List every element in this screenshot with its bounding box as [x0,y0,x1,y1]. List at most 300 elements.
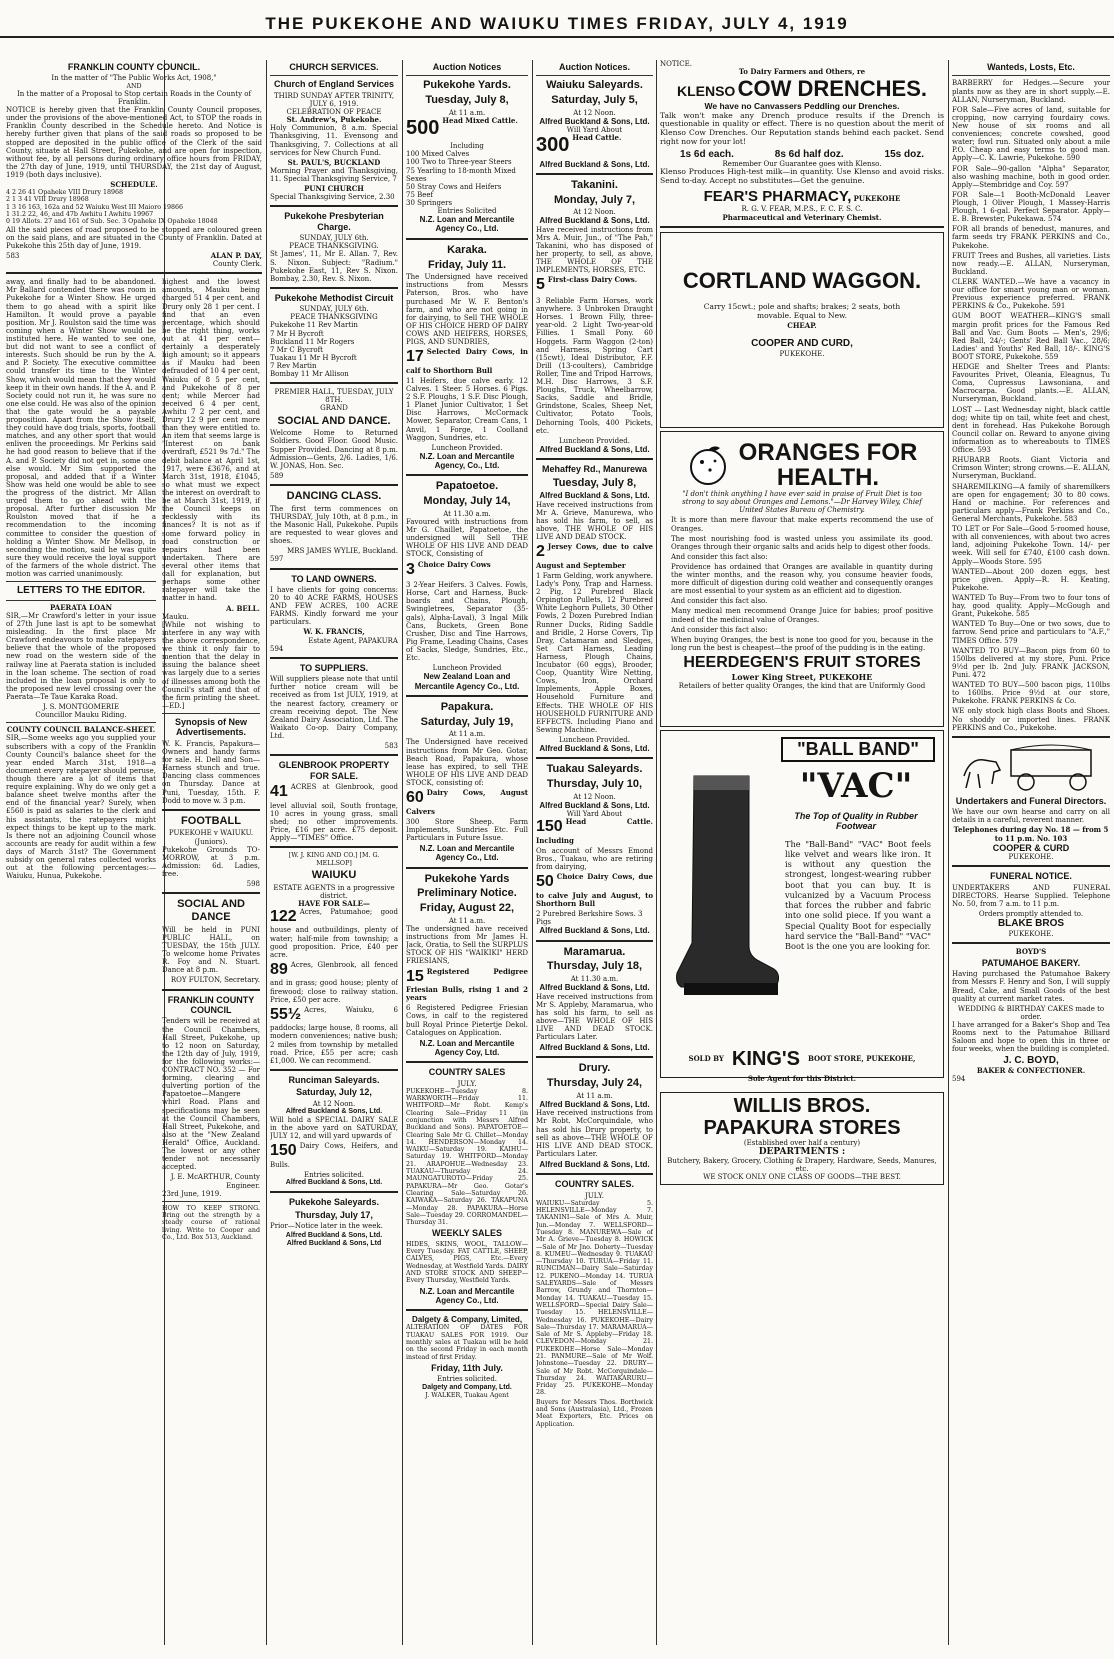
fears-names: R. G. V. FEAR, M.P.S., F. C. F. S. C. [741,205,863,214]
runciman-firm2: Alfred Buckland & Sons, Ltd. [285,1179,383,1187]
methodist-row: 7 Mr C Bycroft [270,345,323,354]
divider [406,867,528,869]
methodist-peace: PEACE THANKSGIVING [290,313,378,322]
oranges-list [663,516,941,652]
classified-ad: RHUBARB Roots. Giant Victoria and Crimson Winter; strong crowns.—E. ALLAN, Nurseryman, Buckland. [952,456,1110,481]
classified-ad: FOR Sale—90-gallon "Alpha" Separator, also washing machine, both in good order. Apply—Stembridge and Coy. 597 [952,164,1110,189]
divider [270,205,398,207]
runciman-time: At 12 Noon. [312,1099,356,1108]
papatoetoe-items: 3 2-Year Heifers. 3 Calves. Fowls, Horse, Cart and Harness, Buck-boards and Chains, Plough, Swingletrees, Separator (35-gals), Alpha-Laval), 3 Ingal Milk Cans, Buckets, Green Bone Crusher, Disc and Tine Harrows, Pig Frame, Leading Chains, Cases of Sacks, Sledge, Sundries, Etc., Etc. [406,581,528,663]
divider [536,458,653,460]
takanini-time: At 12 Noon. [573,208,616,217]
karaka-lot: Selected Dairy Cows, in calf to Shorthorn Bull [406,347,528,375]
vac-subtitle: The Top of Quality in Rubber Footwear [794,810,918,832]
cooper-town: PUKEKOHE. [779,349,825,358]
divider [6,600,156,601]
nzl-firm: N.Z. Loan and Mercantile Agency Co., Ltd. [419,1286,515,1305]
notice-heading: NOTICE. [660,60,692,68]
runciman-num: 150 [270,1142,297,1160]
patumahoe-heading: PATUMAHOE BAKERY. [981,957,1081,968]
lot-body: Acres, Glenbrook, all fenced and in grass; good house; plenty of firewood; close to railway station. Price, £50 per acre. [270,960,398,1004]
sold-by: SOLD BY [688,1054,724,1064]
landowners-body: I have clients for going concerns: 20 to 40 ACRE FARMS, HOUSES AND FEW ACRES, 100 ACRE FARMS. Kindly forward me your particulars. [270,585,398,627]
pyards-heading: Pukekohe Saleyards. [288,1197,380,1208]
dalgety-entries: Entries solicited. [436,1375,498,1384]
telephones: Telephones during day No. 18 — from 5 to 11 p.m. No. 103 [953,825,1109,843]
franklin-tender-body: Tenders will be received at the Council Chambers, Hall Street, Pukekohe, up to 12 noon on Saturday, the 12th day of July, 1919, for the following works:—CONTRACT NO. 352 — For forming, clearing and culverting portion of the Papatoetoe—Mangere whirl Road. Plans and specifications may be seen at the Council Chambers, Hall Street, Pukekohe, and also at the "New Zealand Herald" Office, Auckland. The lowest or any other tender not necessarily accepted. [162,1017,260,1172]
schedule-row: 4 2 26 41 Opaheke VIII Drury 18968 [6,189,124,197]
divider [162,892,260,894]
council-heading: FRANKLIN COUNTY COUNCIL. [67,62,201,72]
methodist-row: Pukekohe 11 Rev Martin [270,321,358,330]
cooper-curd: COOPER & CURD [992,842,1070,853]
yards-incl: Including [450,142,484,151]
schedule-row: 1 31.2 22, 46, and 47b Awhitu I Awhitu 19967 [6,211,154,219]
dancing-sign: MRS JAMES WYLIE, Buckland. [287,547,398,556]
kings-sub: BOOT STORE, PUKEKOHE, [808,1054,916,1064]
buckland-firm: Alfred Buckland & Sons, Ltd. [539,983,650,993]
takanini-date: Monday, July 7, [553,193,636,206]
heerdegen-heading: HEERDEGEN'S FRUIT STORES [683,654,921,672]
oranges-item: And consider this fact also: [671,625,768,634]
karaka-items: 11 Heifers, due calve early. 12 Calves. 1 Steer. 5 Horses. 6 Pigs. 2 S.F. Ploughs, 1 S.F. Disc Plough, 1 Planet Junior Cultivator, 1 Set Disc Harrows, McCormack Mower, Separator, Cream Cans, 1 Anvil, 1 Forge, 1 Coolland Waggon, Sundries, etc. [406,376,528,442]
cortland-cheap: CHEAP. [787,321,817,331]
mehaffey-date: Tuesday, July 8, [552,476,637,489]
tuakau-time: At 12 Noon. [573,792,616,801]
suppliers-ref: 583 [384,742,398,751]
classified-ad: WANTED TO BUY—Bacon pigs from 60 to 150lbs delivered at my store, Puni. Price 9½d per lb. 2nd July. FRANK JACKSON, Puni. 472 [952,646,1110,679]
divider [162,713,260,714]
buyers-note: Buyers for Messrs Thos. Borthwick and Sons (Australasia), Ltd., Frozen Meat Exporters, Etc. Prices on Application. [536,1398,653,1428]
karaka-num: 17 [406,348,424,366]
dalgety-firm: Dalgety and Company, Ltd. [422,1383,512,1391]
pyards-date: Thursday, July 17, [295,1209,373,1220]
editor-note: [While not wishing to interfere in any way with the above correspondence, we think it only fair to mention that the delay in issuing the balance sheet was largely due to a series of illnesses among both the Council's staff and that of the firm printing the sheet.—ED.] [162,620,260,710]
lot-num: 122 [270,907,297,925]
social-heading: SOCIAL AND DANCE [177,898,245,923]
divider [270,568,398,570]
column-auctions-buckland [536,60,653,1645]
presby-date: SUNDAY, JULY 6th. [299,234,369,243]
runciman-date: Saturday, July 12, [296,1087,372,1098]
dalgety-next: Friday, 11th July. [431,1362,503,1373]
waiuku-agents: [W. J. KING AND CO.] [M. G. MELLSOP] [288,852,380,867]
methodist-row: Tuakau 11 Mr H Bycroft [270,353,357,362]
classified-ad: SHAREMILKING—A family of sharemilkers are open for engagement; 30 to 80 cows. Hand or machine. For references and particulars apply—Frank Perkins and Co., General Merchants, Pukekohe. 583 [952,482,1110,524]
price-doz: 15s doz. [884,148,924,160]
karaka-date: Friday, July 11. [427,258,507,271]
yards-time: At 11 a.m. [448,108,486,117]
peace-line: CELEBRATION OF PEACE [286,108,382,117]
column-rule [402,60,403,1645]
boyds-heading: BOYD'S [1015,946,1047,956]
methodist-heading: Pukekohe Methodist Circuit [274,292,394,303]
synopsis-heading: Synopsis of New Advertisements. [174,716,247,738]
england-sub: THIRD SUNDAY AFTER TRINITY, JULY 6, 1919. [273,91,395,108]
drury-date: Thursday, July 24, [546,1077,643,1090]
yards-item: 100 Mixed Calves [406,150,470,159]
kings-store: KING'S [731,1047,801,1070]
karaka-lunch: Luncheon Provided. [431,443,503,452]
divider [270,484,398,486]
divider [270,1191,398,1193]
football-ref: 598 [246,880,260,889]
vac-title: "VAC" [799,765,913,806]
waiuku-time: At 12 Noon. [573,108,616,117]
pyards-firm2: Alfred Buckland & Sons, Ltd [286,1240,382,1248]
divider [406,1309,528,1311]
drury-time: At 11 a.m. [576,1091,613,1100]
sole-agent: Sole Agent for this District. [747,1073,857,1083]
glenbrook-num: 41 [270,783,288,801]
waiuku-lot: Head Cattle. [572,133,622,143]
prelim-items: 6 Registered Pedigree Friesian Cows, in calf to the registered bull Royal Prince Pietertje Dekol. Catalogues on Application. [406,1004,528,1037]
premier-line: PREMIER HALL, TUESDAY, JULY 8TH. [274,388,394,405]
dancing-body: The first term commences on THURSDAY, July 10th, at 8 p.m., in the Masonic Hall, Pukekohe. Pupils are requested to wear gloves and shoes. [270,504,398,546]
runciman-lot: Dairy Cows, Heifers, and Bulls. [270,1142,398,1169]
schedule-note: All the said pieces of road proposed to be stopped are coloured green on the said plans, and are situated in the County of Franklin. Dated at Pukekohe this 25th day of June, 1919. [6,225,262,250]
divider [6,581,156,582]
classified-ad: WANTED TO BUY—500 bacon pigs, 110lbs to 160lbs. Price 9½d at our store, Pukekohe. FRANK PERKINS & Co. [952,681,1110,706]
papatoetoe-lot: Choice Dairy Cows [417,559,491,569]
waiuku-body: Will Yard About [566,126,623,135]
country-heading: COUNTRY SALES. [554,1179,634,1190]
takanini-lunch: Luncheon Provided. [559,436,630,445]
yards-item: 50 Stray Cows and Heifers [406,182,502,191]
oranges-heading: ORANGES FOR HEALTH. [738,438,918,491]
waiuku-heading: WAIUKU [311,868,357,881]
classified-ad: GUM BOOT WEATHER—KING'S small margin profit prices for the Famous Red Ball and Vac. Gum Boots — Men's, 29/6; Red Ball, 24/-; Gents' Red Ball Vac., 28/6; Ladies' and Youths' Red Ball, 18/-. KING'S BOOT STORE, Pukekohe. 559 [952,312,1110,361]
weekly-heading: WEEKLY SALES [431,1228,503,1239]
classified-ad: FOR all brands of benedust, manures, and farm seeds try FRANK PERKINS and Co., Pukekohe. [952,225,1110,250]
paerata-heading: PAERATA LOAN [50,602,112,612]
column-church [270,60,398,1645]
yards-date: Tuesday, July 8, [425,94,509,107]
waiuku-heading: Waiuku Saleyards. [546,79,643,92]
football-body: Pukekohe Grounds TO-MORROW, at 3 p.m. Admission: 6d. Ladies, free. [162,845,260,879]
letters-heading: LETTERS TO THE EDITOR. [17,585,145,597]
papakura-time: At 11 a.m. [448,730,486,739]
divider [536,757,653,759]
masthead [0,0,1114,58]
andrews-heading: St. Andrew's, Pukekohe. [286,115,382,125]
schedule-row: 1 3 16 163, 162a and 52 Waiuku West III Maioro 19866 [6,203,184,211]
column-rule [948,60,949,1645]
fears-town: PUKEKOHE [853,194,901,204]
yards-entries: Entries Solicited [437,207,497,216]
weekly-body: HIDES, SKINS, WOOL, TALLOW—Every Tuesday. FAT CATTLE, SHEEP, CALVES, PIGS, Etc.—Every Wednesday, at Westfield Yards. DAIRY AND STORE STOCK AND SHEEP—Every Thursday, Westfield Yards. [406,1240,528,1285]
papatoetoe-date: Monday, July 14, [423,495,511,508]
buckland-firm: Alfred Buckland & Sons, Ltd. [539,801,650,811]
buckland-firm: Alfred Buckland & Sons, Ltd. [539,1159,650,1169]
country-heading: COUNTRY SALES [428,1067,506,1078]
buckland-firm: Alfred Buckland & Sons, Ltd. [539,491,650,501]
divider [162,989,260,991]
balance-letter-cont: highest and the lowest amounts, Mauku being charged 51 4 per cent, and Drury only 28 1 per cent. I find that an even percentage, which should be the right thing, works out at 41 per cent—certainly a desperately high amount; so it appears as if Mauku had been defrauded of 10 4 per cent, Waiuku of 8 5 per cent, and Pukekohe of 8 per cent; while Mercer had received 6 4 per cent, Awhitu 7 2 per cent, and Drury 12 9 per cent more than they were entitled to. An item that seems large is "Interest on bank overdraft, £521 9s 7d." The debit balance at April 1st, 1917, were £3676, and at March 31st, 1918, £1045, so what must we expect the interest on overdraft to be at March 31st, 1919, if the Council keeps on recklessly with its finances? It is not as if some forward policy in road construction or repairs had been undertaken. There are several other items that call for explanation, but perhaps some other ratepayer will take the matter in hand. [162,278,260,603]
divider [952,75,1110,76]
classified-ad: TO LET or For Sale—Good 5-roomed house, with all conveniences, with about two acres land, adjoining Pukekohe Town. 14/- per week. Will sell for £740, £100 cash down. Apply—Woods Store. 595 [952,525,1110,566]
mehaffey-heading: Mehaffey Rd., Manurewa [541,464,648,475]
england-heading: Church of England Services [273,79,395,90]
oranges-ad [660,431,944,727]
nzl-firm: N.Z. Loan and Mercantile Agency, Co., Ltd. [419,451,515,471]
divider [952,865,1110,867]
mehaffey-items: 1 Farm Gelding, work anywhere. Lady's Pony, Trap and Harness. 2 Pig, 12 Purebred Black Orpington Pullets, 12 Purebred White Leghorn Pullets, 30 Other Fowls, 2 Dozen Purebred Indian Runner Ducks, Riding Saddle and Bridle, 2 Horse Covers, Tip Dray, Catamaran and Sledges, Set Cart Harness, Leading Harness, Plough Chains, Incubator (60 eggs), Brooder, Coop, Quantity Wire Netting, Cows, Iron, Orchard Implements, Apple Boxes, Household Furniture and Effects. THE WHOLE OF HIS HOUSEHOLD FURNITURE AND EFFECTS. Including Piano and Sewing Machine. [536,571,653,734]
football-heading: FOOTBALL [181,814,241,827]
classified-ad: WANTED To Buy—From two to four tons of hay, good quality. Apply—McGough and Grant, Pukekohe. 585 [952,594,1110,619]
proposal-line: In the matter of a Proposal to Stop certain Roads in the County of Franklin. [16,89,252,106]
hearse-icon [956,742,1106,792]
franklin-tender-date: 23rd June, 1919. [162,1189,222,1198]
column-rule [532,60,533,1645]
papakura-stores: PAPAKURA STORES [703,1116,901,1139]
boyd-ref: 594 [952,1075,966,1084]
klenso-brand: KLENSO [676,83,736,100]
mehaffey-lunch: Luncheon Provided. [559,736,630,745]
mehaffey-body: Have received instructions from Mr A. Grieve, Manurewa, who has sold his farm, to sell, as above, THE WHOLE OF HIS LIVE AND DEAD STOCK. [536,500,653,542]
divider [952,942,1110,944]
social-sign: ROY FULTON, Secretary. [170,976,260,985]
landowners-heading: TO LAND OWNERS. [291,573,377,584]
football-sub: PUKEKOHE v WAIUKU. (Juniors). [168,829,254,846]
willis-heading: WILLIS BROS. [733,1094,871,1117]
methodist-date: SUNDAY, JULY 6th. [299,305,369,314]
nzl-firm: N.Z. Loan and Mercantile Agency Co., Ltd. [419,844,515,863]
nzl-firm: N.Z. Loan and Mercantile Agency Co., Ltd. [419,215,515,234]
country-sub: JULY. [457,1079,477,1088]
stock-line: WE STOCK ONLY ONE CLASS OF GOODS—THE BEST. [703,1173,901,1182]
howto-ad: HOW TO KEEP STRONG. Bring out the strength by a steady course of rational living. Write to Cooper and Co., Ltd. Box 513, Auckland. [162,1204,260,1241]
divider [270,754,398,756]
presby-heading: Pukekohe Presbyterian Charge. [284,211,384,232]
schedule-row: 0 19 Allots. 27 and 161 of Sub. Sec. 3 Opaheke IX Opaheke 18048 [6,218,218,226]
suppliers-heading: TO SUPPLIERS. [299,662,369,673]
column-news [6,60,262,1645]
column-display-ads [660,60,944,1645]
papakura-body: The Undersigned have received instructions from Mr Geo. Gotar, Beach Road, Papakura, whose lease has expired, to sell THE WHOLE OF HIS LIVE AND DEAD STOCK, consisting of: [406,738,528,787]
funeral-heading: FUNERAL NOTICE. [990,871,1072,882]
ballband-title: "BALL BAND" [781,737,935,762]
yards-heading: Pukekohe Yards. [423,79,511,92]
signer-title: County Clerk. [212,260,262,269]
tuakau-body2: On account of Messrs Emond Bros., Tuakau, who are retiring from dairying, [536,847,653,872]
column-rule [266,60,267,1645]
franklin-tender-heading: FRANKLIN COUNTY COUNCIL [167,994,255,1015]
classified-ad: FOR Sale—Five acres of land, suitable for cropping, now carrying fourdairy cows. New house of six rooms and all conveniences; concrete cowshed, good water; fowl run. Situated only about a mile P.O. Cheap and easy terms to good man. Apply—C. K. Lawrie, Pukekohe. 590 [952,105,1110,163]
letter-signer: J. S. MONTGOMERIE [42,703,120,712]
divider [536,940,653,942]
papatoetoe-lunch: Luncheon Provided [432,664,502,673]
masthead-rule [0,36,1114,38]
papakura-num: 60 [406,789,424,807]
buckland-firm: Alfred Buckland & Sons, Ltd. [539,216,650,226]
suppliers-body: Will suppliers please note that until further notice cream will be received as from 1st JULY, 1919, at the nearest factory, creamery or cream receiving depot. The New Zealand Dairy Association, Ltd. The Waikato Co-op. Dairy Company, Ltd. [270,675,398,741]
lot-num: 55½ [270,1005,302,1023]
mehaffey-lot: Jersey Cows, due to calve August and September [536,542,653,570]
papakura-date: Saturday, July 19, [420,715,514,728]
papakura-heading: Papakura. [440,700,494,713]
methodist-row: 7 Mr H Bycroft [270,329,324,338]
balance-heading: COUNTY COUNCIL BALANCE-SHEET. [6,725,156,735]
auction-heading: Auction Notices. [558,62,630,72]
oranges-item: And consider this fact also: [671,552,768,561]
church-heading: CHURCH SERVICES. [289,62,379,72]
paul-body: Morning Prayer and Thanksgiving, 11. Special Thanksgiving Service, 7 [270,166,398,183]
oranges-quote: "I don't think anything I have ever said in praise of Fruit Diet is too strong to say about Oranges and Lemons."—Dr Harvey Wiley, Chief United States Bureau of Chemistry. [682,490,922,515]
waiuku-have: HAVE FOR SALE— [298,898,370,908]
buckland-firm: Alfred Buckland & Sons, Ltd. [539,744,650,754]
divider [536,173,653,175]
divider [536,75,653,76]
price-each: 1s 6d each. [680,148,734,160]
franklin-tender-sign: J. E. McARTHUR, County Engineer. [170,1173,260,1190]
klenso-body2: Klenso Produces High-test milk—in quantity. Use Klenso and avoid risks. Send to-day. Accept no substitutes—Get the genuine. [660,167,944,186]
maramarua-heading: Maramarua. [563,945,626,958]
nzl-firm: N.Z. Loan and Mercantile Agency Coy, Ltd. [419,1038,515,1057]
dalgety-body: ALTERATION OF DATES FOR TUAKAU SALES FOR 1919. Our monthly sales at Tuakau will be held on the second Friday in each month instead of first Friday. [406,1324,528,1361]
takanini-lot: First-class Dairy Cows. [547,275,638,285]
prelim-num: 15 [406,967,424,985]
oranges-item: Providence has ordained that Oranges are available in quantity during the winter months, and the reason why, you consume heavier foods, more difficult of digestion during cold weather and consequently oranges are most essential to your system as an efficient aid to digestion. [671,562,933,596]
cooper-curd: COOPER AND CURD, [751,338,853,350]
divider [270,657,398,659]
price-half-doz: 8s 6d half doz. [774,148,844,160]
section-rule [6,272,262,274]
oranges-item: And consider this fact also. [671,597,768,606]
funeral-note: Orders promptly attended to. [978,909,1084,918]
maramarua-body: Have received instructions from Mr S. Appleby, Maramarua, who has sold his farm, to sell as above—THE WHOLE OF HIS LIVE AND DEAD STOCK. Particulars Later. [536,992,653,1042]
divider [270,846,398,848]
blake-town: PUKEKOHE. [1008,929,1054,938]
puni-body: Special Thanksgiving Service, 2.30 [270,193,395,202]
methodist-row: Bombay 11 Mr Allison [270,370,349,379]
divider [406,1061,528,1063]
yards-num: 500 [406,117,440,140]
social-dance-ref: 589 [270,471,284,480]
oranges-item: When buying Oranges, the best is none too good for you, because in the long run the best is cheapest—the proof of the pudding is in the eating. [671,635,933,652]
karaka-body: The Undersigned have received instructions from Messrs Paterson, Bros. who have purchased Mr W. F. Benton's farm, and who are not going in for dairying, to Sell THE WHOLE OF HIS CHOICE HERD OF DAIRY COWS AND HEIFERS, HORSES, PIGS, AND SUNDRIES, [406,273,528,347]
dalgety-heading: Dalgety & Company, Limited, [411,1315,523,1325]
classified-ad: CLERK WANTED.—We have a vacancy in our office for smart young man or woman. Previous experience preferred. FRANK PERKINS & Co., Pukekohe. 591 [952,277,1110,311]
takanini-heading: Takanini. [571,178,618,191]
papatoetoe-num: 3 [406,560,415,578]
tuakau-body: Will Yard About [566,810,623,819]
divider [270,287,398,289]
methodist-row: 7 Rev Martin [270,362,317,371]
waiuku-num: 300 [536,134,570,157]
dancing-ref: 597 [270,555,284,564]
heerdegen-addr: Lower King Street, PUKEKOHE [731,671,873,682]
divider [660,226,944,228]
heerdegen-sub: Retailers of better quality Oranges, the kind that are Uniformly Good [678,681,926,690]
social-dance-body: Welcome Home to Returned Soldiers. Good Floor. Good Music. Supper Provided. Dancing at 8 p.m. Admission—Gents, 2/6. Ladies, 1/6. W. JONAS, Hon. Sec. [270,429,398,470]
buckland-firm: Alfred Buckland & Sons, Ltd. [539,1043,650,1053]
prelim-sub: Preliminary Notice. [417,887,517,900]
takanini-items: 3 Reliable Farm Horses, work anywhere. 3 Unbroken Draught Horses. 1 Brown Filly, three-year-old. 2 Light Two-year-old Fillies. 1 Small Pony. 60 Hoggets. Farm Waggon (2-ton) and Harness, Spring Cart (15cwt), Ideal Distributor, F.F. Drill (13-coulters), Cambridge Roller, Tine and Tripod Harrows, M.H. Disc Harrows, 3 S.F. Ploughs, Truck, Wheelbarrow, Sacks, Saddle and Bridle, Grindstone, Scales, Sheep Net, Cultivator, Potato Tools, Dehorning Tools, 400 Pickets, etc. [536,296,653,435]
classified-ad: WE only stock high class Boots and Shoes. No shoddy or imported lines. FRANK PERKINS and Co., Pukekohe. [952,707,1110,732]
notice-ref: 583 [6,251,20,260]
glenbrook-body: ACRES at Glenbrook, good level alluvial soil, South frontage, 10 acres in young grass, small shed; no other improvements. Price, £16 per acre. £75 deposit. Apply—"TIMES" Office. [270,783,398,843]
news-subcol-b [162,278,260,1243]
signer-name: ALAN P. DAY, [210,250,262,260]
country-body: PUKEKOHE—Tuesday 8. WARKWORTH—Friday 11. WHITFORD—Mr Robt. Kemp's Clearing Sale—Friday 11 (in conjunction with Messrs Alfred Buckland and Sons). PAPATOETOE—Clearing Sale Mr G. Chillet—Monday 14. HENDERSON—Monday 14. WAIKU—Saturday 19. KAIHU—Saturday 19. WHITFORD—Monday 21. ARAPOHUE—Wednesday 23. TUAKAU—Thursday 24. MAUNGATUROTO—Friday 25. PAPAKURA—Mr Geo. Gotar's Clearing Sale—Saturday 26. KAIWAKA—Saturday 26. TAKAPUNA—Monday 28. PAPAKURA—Horse Sale—Tuesday 29. CORROMANDEL—Thursday 31. [406,1087,528,1227]
divider [162,1201,260,1202]
boyd-name: J. C. BOYD, [1003,1055,1059,1067]
cooper-town: PUKEKOHE. [1008,853,1054,862]
presby-body: St James', 11, Mr E. Allan. 7, Rev. S. Nixon. Subject: "Radium." Pukekohe East, 11, Rev S. Nixon. Bombay, 2.30, Rev. S. Nixon. [270,250,398,283]
tuakau-lot: Head Cattle. Including [536,817,653,845]
methodist-list [270,321,398,378]
road-notice: NOTICE is hereby given that the Franklin County Council proposes, under the provisions of the above-mentioned Act, to STOP the roads in Franklin County described in the Schedule hereto. And Notice is hereby further given that plans of the said roads so proposed to be stopped are deposited in the public office of the Clerk of the said County, situate at Hall Street, Pukekohe, and are open for inspection, without fee, by all persons during ordinary office hours from FRIDAY, the 27th day of June, 1919, until THURSDAY, the 21st day of August, 1919 (both days inclusive). [6,106,262,179]
divider [270,75,398,76]
departments-body: Butchery, Bakery, Grocery, Clothing & Drapery, Hardware, Seeds, Manures, etc. [667,1157,937,1174]
yards-item: 75 Yearling to 18-month Mixed Sexes [406,166,516,183]
cortland-ad [660,232,944,428]
newspaper-title: THE PUKEKOHE AND WAIUKU TIMES FRIDAY, JULY 4, 1919 [265,14,849,33]
boyd-sub: BAKER & CONFECTIONER. [976,1065,1086,1075]
divider [270,1069,398,1071]
letter-signer: A. BELL. [226,603,260,613]
classified-ad: FRUIT Trees and Bushes, all varieties. Lists now ready.—E. ALLAN, Nurseryman, Buckland. [952,251,1110,276]
landowners-ref: 594 [270,644,284,653]
letter-place: Mauku. [162,612,189,621]
tuakau-num2: 50 [536,873,554,891]
undertakers-heading: Undertakers and Funeral Directors. [955,795,1107,806]
classified-ad: WANTED To Buy—One or two sows, due to farrow. Send price and particulars to "A.F.," TIMES Office. 579 [952,620,1110,645]
tuakau-num: 150 [536,818,563,836]
act-line: In the matter of "The Public Works Act, 1908," [51,74,217,83]
runciman-firm: Alfred Buckland & Sons, Ltd. [285,1107,383,1115]
divider [536,1056,653,1058]
classified-ad: BARBERRY for Hedges.—Secure your plants now as they are in short supply.—E. ALLAN, Nurseryman, Buckland. [952,79,1110,104]
tuakau-items: 2 Purebred Berkshire Sows. 3 Pigs [536,910,643,927]
yards-item: 100 Two to Three-year Steers [406,158,512,167]
column-rule [656,60,657,1645]
yards-item: 75 Beef [406,190,434,199]
divider [162,809,260,811]
cortland-body: Carry 15cwt.; pole and shafts; brakes; 2 seats, both movable. Equal to New. [703,301,901,320]
balance-letter: SIR,—Some weeks ago you supplied your subscribers with a copy of the Franklin County Council's balance sheet for the year ended March 31st, 1918—a document every ratepayer should peruse, though there are a lot of items that require explaining. Why do we only get a balance sheet twelve months after the end of the financial year? Surely, when £560 is paid as salaries to the clerk and his assistants, the ratepayers might expect things to be kept up to the mark. Is there not an adjoining Council whose accounts are ready for audit within a few days of March 31st? The Government subsidy on general rates collected works out at the following percentages:—Waiuku, Hunua, Pukekohe. [6,734,156,881]
rubber-boot-icon [669,771,779,1011]
funeral-body: UNDERTAKERS AND FUNERAL DIRECTORS. Hearse Supplied. Telephone No. 50, from 7 a.m. to 11 p.m. [952,883,1110,908]
vac-body: The "Ball-Band" "VAC" Boot feels like velvet and wears like iron. It is without any question the strongest, longest-wearing rubber boot that you can buy. It is vulcanized by a Vacuum Process that forces the rubber and fabric into one solid piece. If you want a Special Quality Boot for especially hard service the "Ball-Band" "VAC" Boot is the one you are looking for. [785,838,931,952]
social-dance-heading: SOCIAL AND DANCE. [277,414,391,427]
waiuku-sub: ESTATE AGENTS in a progressive district. [273,883,395,900]
willis-ad [660,1092,944,1185]
departments-heading: DEPARTMENTS : [758,1146,846,1157]
buckland-firm: Alfred Buckland & Sons, Ltd. [539,926,650,936]
prelim-heading: Pukekohe Yards [424,872,510,885]
wedding-line: WEDDING & BIRTHDAY CAKES made to order. [957,1004,1105,1021]
nzl-firm: New Zealand Loan and Mercantile Agency Co., Ltd. [414,672,520,691]
buckland-firm: Alfred Buckland & Sons, Ltd. [539,159,650,169]
divider [6,722,156,723]
waiuku-date: Saturday, July 5, [551,94,638,107]
tuakau-heading: Tuakau Saleyards. [546,763,643,776]
runciman-entries: Entries solicited. [303,1170,365,1179]
dancing-heading: DANCING CLASS. [286,489,382,502]
prelim-date: Friday, August 22, [419,902,515,915]
divider [406,238,528,240]
bakery-body2: I have arranged for a Baker's Shop and Tea Rooms next to the Patumahoe Billiard Saloon and hope to open this in three or four weeks, when the building is completed. [952,1020,1110,1054]
divider [406,695,528,697]
glenbrook-heading: GLENBROOK PROPERTY FOR SALE. [278,760,390,781]
no-canvassers: We have no Canvassers Peddling our Drenches. [704,100,900,111]
tuakau-lot2: Choice Dairy Cows, due to calve July and August, to Shorthorn Bull [536,872,653,909]
papatoetoe-heading: Papatoetoe. [435,480,499,493]
maramarua-time: At 11.30 a.m. [570,975,619,984]
lot-num: 89 [270,960,288,978]
